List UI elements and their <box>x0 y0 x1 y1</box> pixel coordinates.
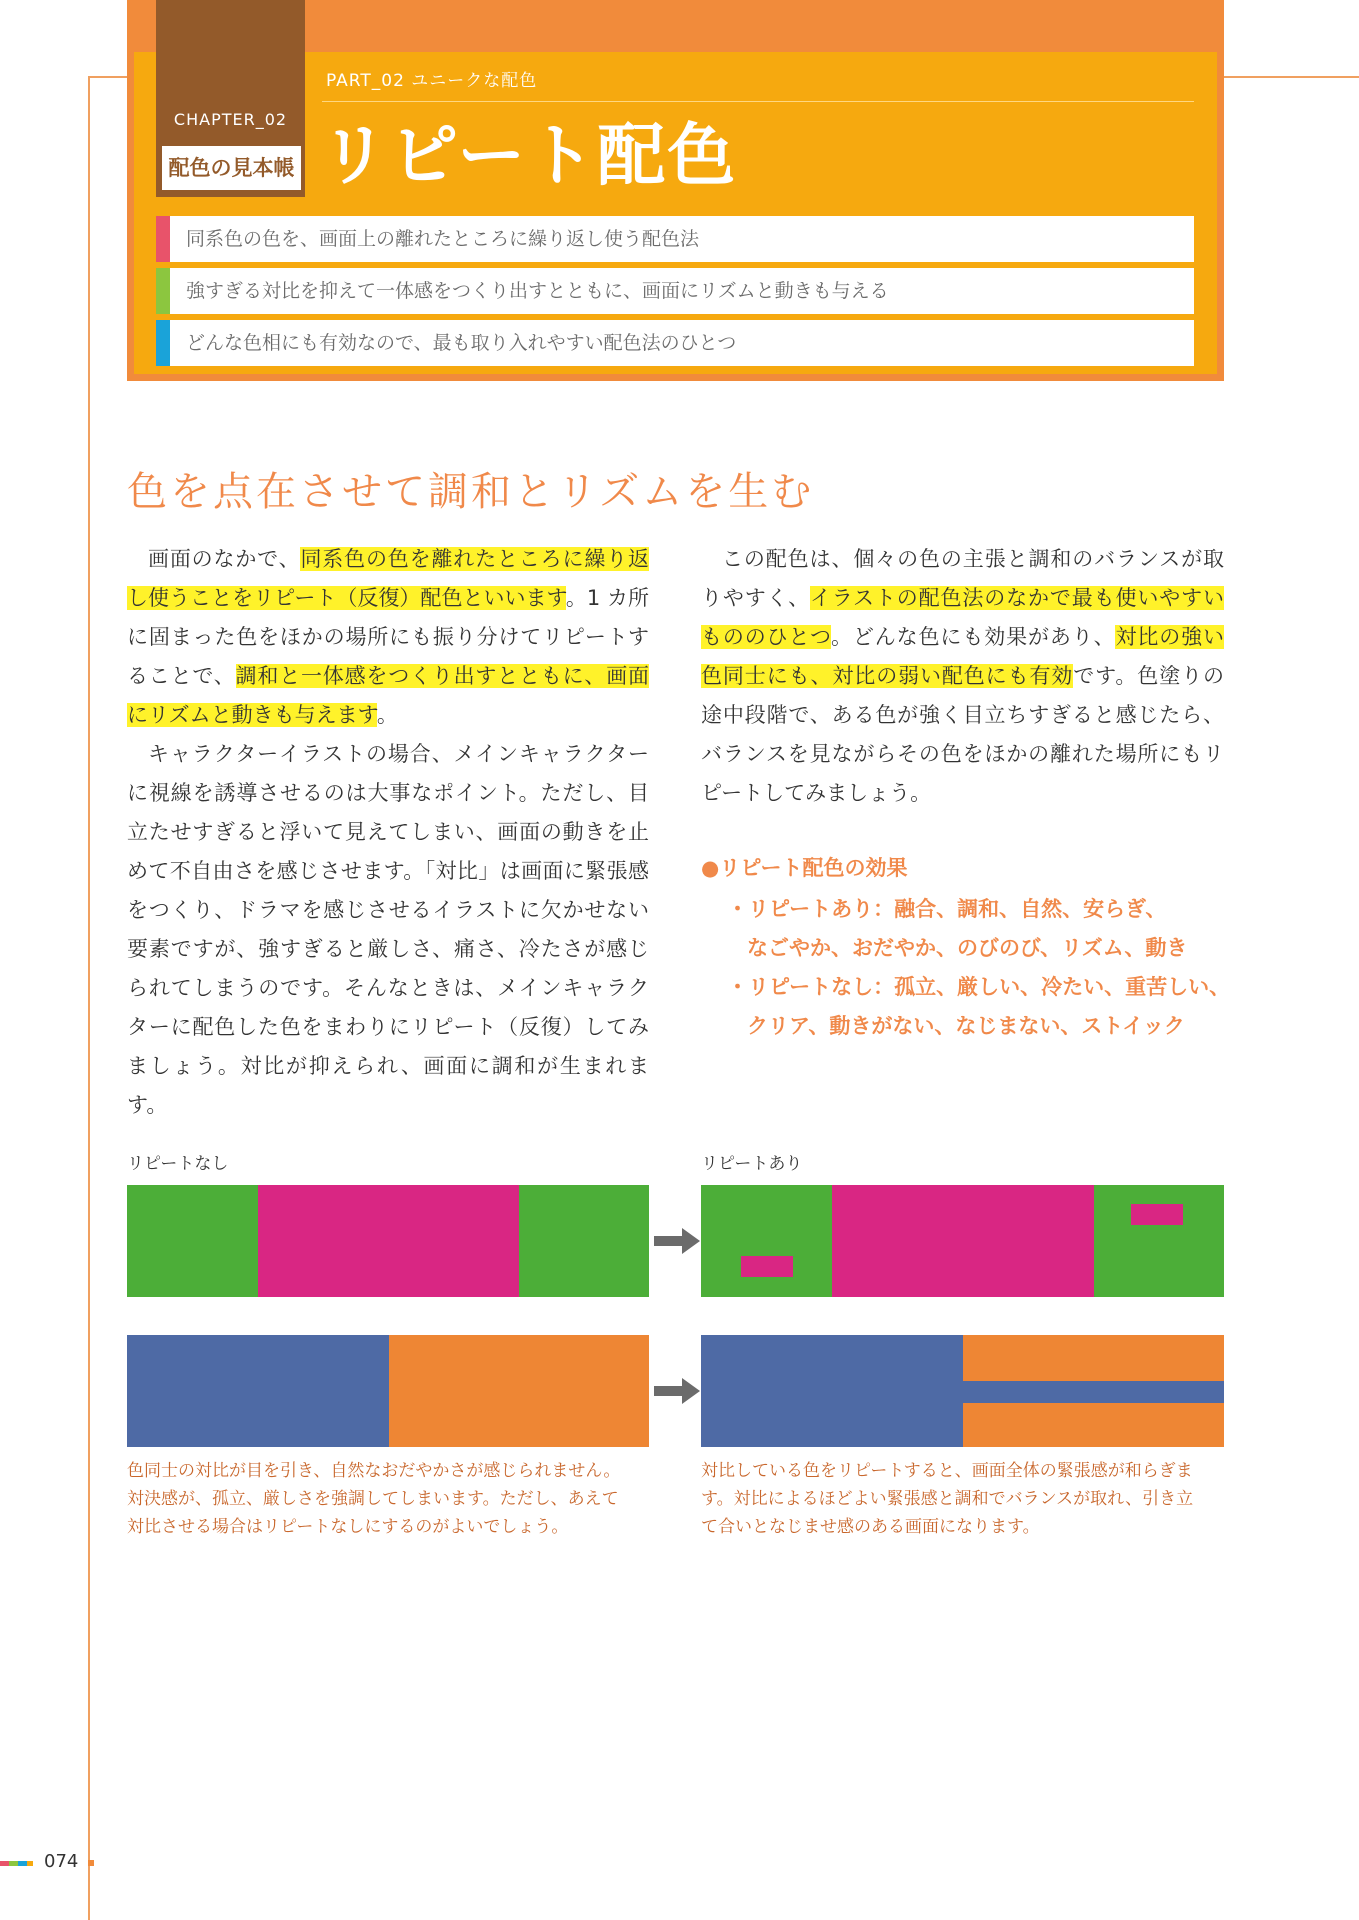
effects-line: なごやか、おだやか、のびのび、リズム、動き <box>747 936 1188 960</box>
footer-color-bar <box>9 1861 18 1866</box>
part-divider <box>322 101 1194 102</box>
right-column <box>701 540 1224 813</box>
caption-line: 色同士の対比が目を引き、自然なおだやかさが感じられません。 <box>127 1461 621 1481</box>
caption-line: 対比させる場合はリピートなしにするのがよいでしょう。 <box>127 1517 569 1537</box>
summary-bullet-text: どんな色相にも有効なので、最も取り入れやすい配色法のひとつ <box>186 332 737 354</box>
highlighted-text: 対比の強い色同士にも、対比の弱い配色にも有効 <box>701 625 1225 688</box>
right-paragraph-1 <box>701 540 1224 813</box>
swatch-green <box>1094 1185 1224 1297</box>
body-text: 。 <box>376 703 398 727</box>
chapter-box: 配色の見本帳 <box>162 146 301 190</box>
effects-line: ・リピートなし：孤立、厳しい、冷たい、重苦しい、 <box>727 975 1231 999</box>
swatch-blue <box>701 1335 963 1447</box>
arrow-right-icon <box>654 1378 700 1404</box>
caption-repeat <box>701 1457 1193 1541</box>
swatch-magenta <box>258 1185 519 1297</box>
left-paragraph-1 <box>127 540 649 735</box>
page-frame-vertical-line <box>88 76 90 1920</box>
summary-bullet <box>156 320 1194 366</box>
left-paragraph-2: キャラクターイラストの場合、メインキャラクターに視線を誘導させるのは大事なポイント。ただし、目立たせすぎると浮いて見えてしまい、画面の動きを止めて不自由さを感じさせます。「対比」は画面に緊張感をつくり、ドラマを感じさせるイラストに欠かせない要素ですが、強すぎると厳しさ、痛さ、冷たさが感じられてしまうのです。そんなときは、メインキャラクターに配色した色をまわりにリピート（反復）してみましょう。対比が抑えられ、画面に調和が生まれます。 <box>127 742 649 1117</box>
part-label: PART_02 ユニークな配色 <box>326 71 538 91</box>
diagram-label-repeat: リピートあり <box>701 1154 803 1174</box>
effects-line: クリア、動きがない、なじまない、ストイック <box>747 1014 1185 1038</box>
arrow-right-icon <box>654 1228 700 1254</box>
section-title: 色を点在させて調和とリズムを生む <box>127 469 815 515</box>
footer-color-bar <box>27 1861 33 1866</box>
highlighted-text: 調和と一体感をつくり出すとともに、画面にリズムと動きも与えます <box>127 664 649 727</box>
body-text: 。1 カ所に固まった色をほかの場所にも振り分けてリピートすることで、 <box>127 586 649 688</box>
caption-line: 対比している色をリピートすると、画面全体の緊張感が和らぎま <box>701 1461 1193 1481</box>
page-number: 074 <box>44 1851 79 1872</box>
body-text: です。色塗りの途中段階で、ある色が強く目立ちすぎると感じたら、バランスを見ながらその色をほかの離れた場所にもリピートしてみましょう。 <box>701 664 1224 805</box>
chapter-label: CHAPTER_02 <box>173 110 288 129</box>
summary-bullet-marker <box>156 320 170 366</box>
caption-line: す。対比によるほどよい緊張感と調和でバランスが取れ、引き立 <box>701 1489 1194 1509</box>
page-title: リピート配色 <box>320 117 738 196</box>
swatch-blue-repeat <box>963 1381 1224 1403</box>
page-frame-top-left-line <box>88 76 128 78</box>
summary-bullet <box>156 268 1194 314</box>
body-text: この配色は、個々の色の主張と調和のバランスが取りやすく、 <box>701 547 1224 610</box>
swatch-orange <box>389 1335 649 1447</box>
swatch-magenta-repeat <box>1131 1204 1183 1225</box>
swatch-green <box>519 1185 649 1297</box>
footer-color-bar <box>18 1861 27 1866</box>
body-text: 。どんな色にも効果があり、 <box>831 625 1116 649</box>
effects-line: ・リピートあり：融合、調和、自然、安らぎ、 <box>727 897 1167 921</box>
summary-bullet-marker <box>156 216 170 262</box>
swatch-green <box>127 1185 258 1297</box>
page-frame-top-right-line <box>1224 76 1359 78</box>
summary-bullet-marker <box>156 268 170 314</box>
swatch-magenta-repeat <box>741 1256 793 1277</box>
highlighted-text: イラストの配色法のなかで最も使いやすいもののひとつ <box>701 586 1224 649</box>
footer-dot <box>88 1860 94 1866</box>
caption-no-repeat <box>127 1457 620 1541</box>
summary-bullet <box>156 216 1194 262</box>
highlighted-text: 同系色の色を離れたところに繰り返し使うことをリピート（反復）配色といいます <box>127 547 649 610</box>
diagram-label-no-repeat: リピートなし <box>127 1154 229 1174</box>
summary-bullet-text: 強すぎる対比を抑えて一体感をつくり出すとともに、画面にリズムと動きも与える <box>186 280 889 302</box>
left-column <box>127 540 649 1125</box>
footer-color-bar <box>0 1861 9 1866</box>
effects-title: ●リピート配色の効果 <box>701 856 908 880</box>
summary-bullet-text: 同系色の色を、画面上の離れたところに繰り返し使う配色法 <box>186 228 700 250</box>
swatch-magenta <box>832 1185 1094 1297</box>
body-text: 画面のなかで、 <box>148 547 301 571</box>
swatch-blue <box>127 1335 389 1447</box>
caption-line: て合いとなじませ感のある画面になります。 <box>701 1517 1040 1537</box>
swatch-green <box>701 1185 832 1297</box>
caption-line: 対決感が、孤立、厳しさを強調してしまいます。ただし、あえて <box>127 1489 619 1509</box>
